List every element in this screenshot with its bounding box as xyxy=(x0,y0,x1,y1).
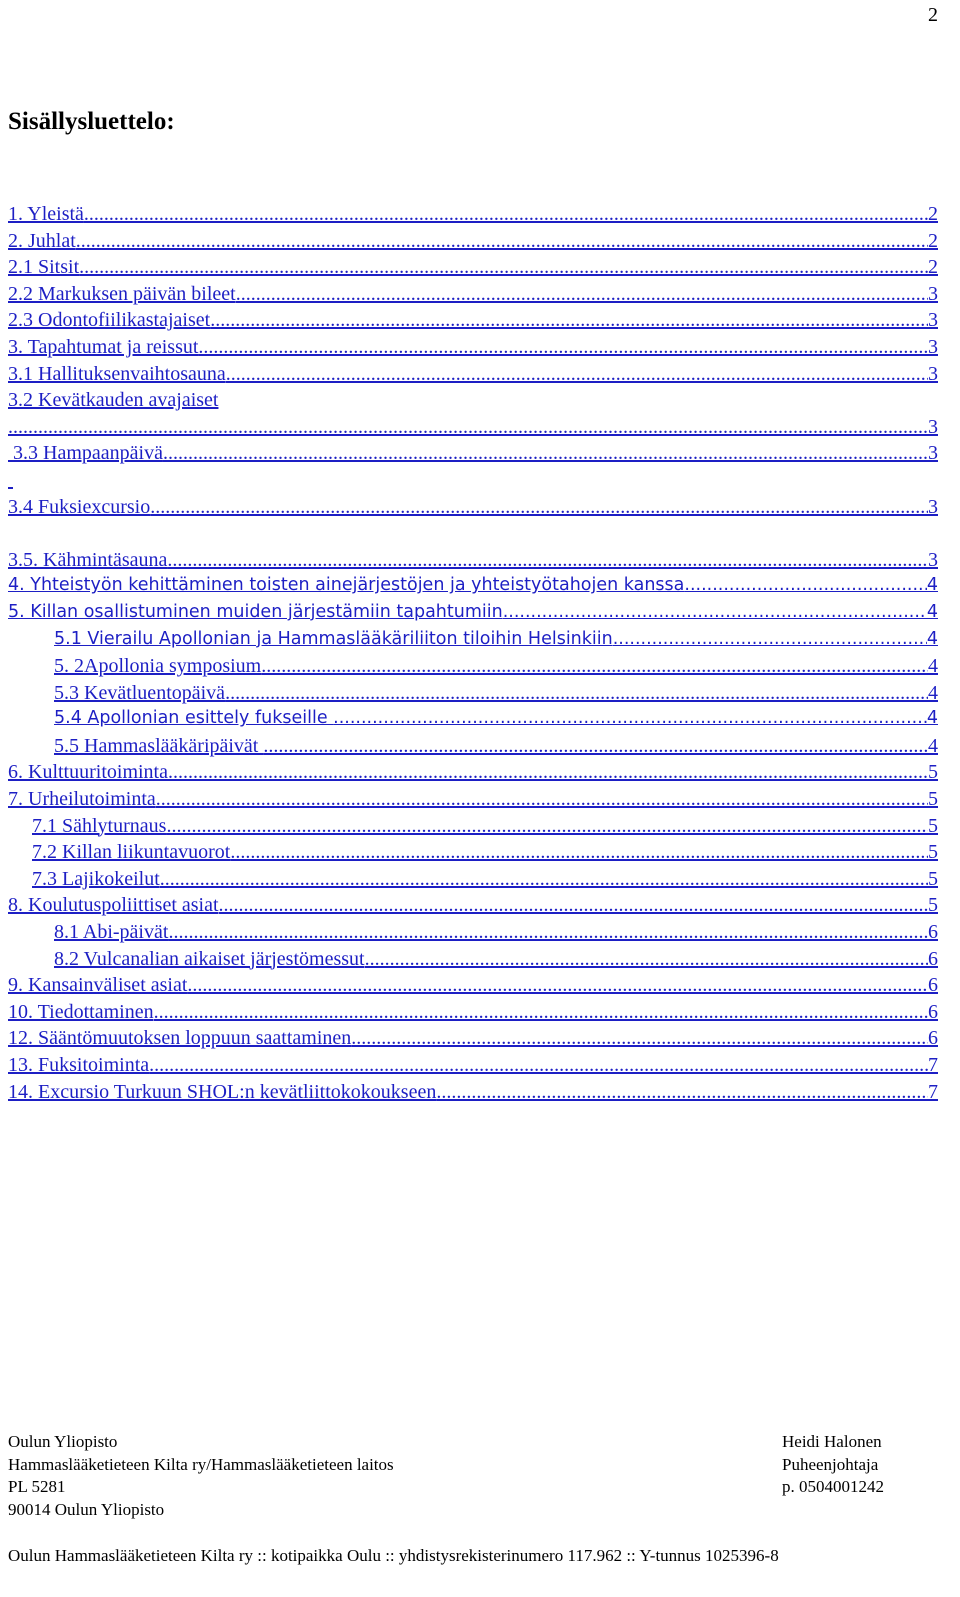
footer-contact xyxy=(782,1431,884,1499)
toc-entry[interactable] xyxy=(8,1054,938,1081)
toc-entry-label: 5. Killan osallistuminen muiden järjestämiin tapahtumiin xyxy=(8,601,503,622)
toc-entry-page: 6 xyxy=(928,1000,938,1023)
toc-entry[interactable] xyxy=(8,230,938,257)
toc-leader xyxy=(684,575,926,595)
toc-entry-label: 3.1 Hallituksenvaihtosauna xyxy=(8,362,226,385)
toc-entry[interactable] xyxy=(8,309,938,336)
toc-entry-page: 2 xyxy=(928,256,938,279)
toc-entry-label: 10. Tiedottaminen xyxy=(8,1000,154,1023)
toc-entry-label: 4. Yhteistyön kehittäminen toisten ainejärjestöjen ja yhteistyötahojen kanssa xyxy=(8,575,685,596)
registration-info: Oulun Hammaslääketieteen Kilta ry :: kotipaikka Oulu :: yhdistysrekisterinumero 117.962 :: Y-tunnus 1025396-8 xyxy=(8,1546,779,1565)
toc-entry-page: 6 xyxy=(928,1027,938,1050)
toc-entry-label: 5. 2Apollonia symposium xyxy=(54,655,262,678)
toc-entry[interactable] xyxy=(8,894,938,921)
toc-leader xyxy=(163,442,928,465)
toc-leader xyxy=(198,336,928,359)
toc-leader xyxy=(150,496,928,519)
toc-entry-page: 5 xyxy=(928,814,938,837)
toc-entry-page: 5 xyxy=(928,841,938,864)
toc-entry[interactable] xyxy=(8,575,938,602)
toc-entry[interactable] xyxy=(8,841,938,868)
toc-leader xyxy=(210,309,928,332)
toc-entry-label: 8.2 Vulcanalian aikaiset järjestömessut xyxy=(54,947,365,970)
toc-entry-page: 4 xyxy=(926,575,938,596)
toc-entry[interactable] xyxy=(8,203,938,230)
toc-entry-label: 3.3 Hampaanpäivä xyxy=(8,442,163,465)
toc-entry-page: 5 xyxy=(928,788,938,811)
toc-blank-line xyxy=(8,522,938,549)
toc-entry[interactable] xyxy=(8,921,938,948)
toc-entry[interactable] xyxy=(8,549,938,576)
toc-entry[interactable] xyxy=(8,1001,938,1028)
toc-leader xyxy=(76,230,928,253)
toc-entry-label: 7.3 Lajikokeilut xyxy=(32,867,160,890)
toc-leader xyxy=(156,788,928,811)
footer-line: PL 5281 xyxy=(8,1477,66,1496)
toc-entry-page: 3 xyxy=(928,415,938,438)
toc-entry[interactable] xyxy=(8,336,938,363)
page-number: 2 xyxy=(928,4,938,26)
toc-entry-label: 6. Kulttuuritoiminta xyxy=(8,761,168,784)
toc-entry-page: 6 xyxy=(928,921,938,944)
toc-entry-page: 3 xyxy=(928,309,938,332)
toc-entry-label: 2. Juhlat xyxy=(8,229,76,252)
toc-leader xyxy=(230,841,928,864)
toc-title: Sisällysluettelo: xyxy=(8,108,175,135)
toc-entry[interactable] xyxy=(8,1081,938,1108)
toc-entry-page: 4 xyxy=(926,708,938,729)
footer-line: 90014 Oulun Yliopisto xyxy=(8,1499,165,1519)
toc-entry-page: 4 xyxy=(926,628,938,649)
toc-entry[interactable] xyxy=(8,708,938,735)
toc-entry-label: 3.4 Fuksiexcursio xyxy=(8,495,151,518)
toc-entry-page: 3 xyxy=(928,442,938,465)
toc-entry-page: 7 xyxy=(928,1054,938,1076)
toc-entry-page: 6 xyxy=(928,947,938,970)
toc-leader xyxy=(160,868,928,891)
toc-entry[interactable] xyxy=(8,815,938,842)
toc-entry[interactable] xyxy=(8,442,938,469)
toc-entry[interactable] xyxy=(8,256,938,283)
toc-entry-page: 5 xyxy=(928,867,938,890)
toc-entry-label: 3.2 Kevätkauden avajaiset xyxy=(8,389,219,412)
toc-entry-page: 3 xyxy=(928,495,938,518)
toc-entry-label: 7.2 Killan liikuntavuorot xyxy=(32,841,231,864)
toc-entry-label: 7. Urheilutoiminta xyxy=(8,788,156,811)
toc-leader xyxy=(79,256,928,279)
toc-leader xyxy=(613,629,927,649)
toc-entry-page: 5 xyxy=(928,761,938,784)
toc-entry-label: 9. Kansainväliset asiat xyxy=(8,974,188,997)
toc-leader xyxy=(351,1027,928,1050)
toc-entry-label: 12. Sääntömuutoksen loppuun saattaminen xyxy=(8,1027,352,1050)
toc-entry-label: 3. Tapahtumat ja reissut xyxy=(8,335,199,358)
toc-entry-label: 1. Yleistä xyxy=(8,203,84,225)
toc-entry-label: 13. Fuksitoiminta xyxy=(8,1054,150,1076)
toc-leader xyxy=(226,363,928,386)
toc-entry[interactable] xyxy=(8,496,938,523)
toc-entry[interactable] xyxy=(8,868,938,895)
toc-entry[interactable] xyxy=(8,363,938,390)
toc-entry-label xyxy=(8,469,13,492)
footer-contact-name: Heidi Halonen xyxy=(782,1432,882,1451)
toc-entry-page: 4 xyxy=(928,734,938,757)
toc-entry[interactable] xyxy=(8,602,938,629)
toc-entry[interactable] xyxy=(8,735,938,762)
toc-leader xyxy=(225,682,928,705)
toc-entry[interactable] xyxy=(8,416,938,443)
footer-line: Oulun Yliopisto xyxy=(8,1432,118,1451)
toc-leader xyxy=(168,761,928,784)
toc-entry-page: 3 xyxy=(928,362,938,385)
toc-leader xyxy=(365,948,928,971)
toc-entry-page: 3 xyxy=(928,548,938,571)
toc-entry-page: 2 xyxy=(928,229,938,252)
toc-entry-page: 7 xyxy=(928,1080,938,1103)
toc-entry[interactable] xyxy=(8,1027,938,1054)
toc-entry-label: 5.4 Apollonian esittely fukseille xyxy=(54,708,334,729)
toc-leader xyxy=(333,708,927,728)
footer-contact-phone: p. 0504001242 xyxy=(782,1477,884,1496)
toc-leader xyxy=(236,283,928,306)
toc-entry-label: 3.5. Kähmintäsauna xyxy=(8,548,168,571)
toc-entry[interactable] xyxy=(8,948,938,975)
toc-entry-page: 4 xyxy=(928,655,938,678)
toc-entry[interactable] xyxy=(8,629,938,656)
toc-entry[interactable] xyxy=(8,655,938,682)
toc-leader xyxy=(167,549,928,572)
toc-entry-page: 4 xyxy=(928,681,938,704)
toc-leader xyxy=(166,815,928,838)
toc-leader xyxy=(154,1001,928,1024)
toc-leader xyxy=(187,974,928,997)
toc-entry[interactable] xyxy=(8,682,938,709)
footer-line: Hammaslääketieteen Kilta ry/Hammaslääketieteen laitos xyxy=(8,1454,394,1474)
toc-leader xyxy=(436,1081,928,1104)
toc-leader xyxy=(84,203,928,226)
toc-entry-label: 5.1 Vierailu Apollonian ja Hammaslääkäriliiton tiloihin Helsinkiin xyxy=(54,628,613,649)
toc-entry[interactable] xyxy=(8,283,938,310)
toc-entry-page: 6 xyxy=(928,974,938,997)
footer-contact-role: Puheenjohtaja xyxy=(782,1454,879,1474)
toc-entry-page: 4 xyxy=(926,601,938,622)
footer xyxy=(8,1431,898,1521)
toc-entry-label: 2.1 Sitsit xyxy=(8,256,80,279)
toc-entry-label: 8. Koulutuspoliittiset asiat xyxy=(8,894,219,917)
toc-entry[interactable] xyxy=(8,389,938,416)
toc-entry[interactable] xyxy=(8,974,938,1001)
toc-entry-label: 8.1 Abi-päivät xyxy=(54,921,169,944)
toc-entry-label: 2.2 Markuksen päivän bileet xyxy=(8,282,236,305)
toc-entry[interactable] xyxy=(8,469,938,496)
toc-leader xyxy=(8,416,928,439)
toc-leader xyxy=(219,894,928,917)
toc-leader xyxy=(168,921,928,944)
toc-entry-page: 2 xyxy=(928,203,938,225)
footer-address xyxy=(8,1431,898,1521)
toc-entry-page: 5 xyxy=(928,894,938,917)
toc-entry-page: 3 xyxy=(928,282,938,305)
toc-entry-label: 2.3 Odontofiilikastajaiset xyxy=(8,309,211,332)
toc-leader xyxy=(263,735,928,758)
toc-entry-label: 14. Excursio Turkuun SHOL:n kevätliittokokoukseen xyxy=(8,1080,437,1103)
toc-entry[interactable] xyxy=(8,761,938,788)
toc-entry-label: 7.1 Sählyturnaus xyxy=(32,814,167,837)
toc-entry[interactable] xyxy=(8,788,938,815)
toc-leader xyxy=(149,1054,928,1077)
table-of-contents xyxy=(8,203,938,1107)
toc-entry-label: 5.5 Hammaslääkäripäivät xyxy=(54,734,264,757)
toc-entry-label: 5.3 Kevätluentopäivä xyxy=(54,681,226,704)
toc-leader xyxy=(261,655,928,678)
toc-leader xyxy=(503,602,927,622)
toc-entry-page: 3 xyxy=(928,335,938,358)
